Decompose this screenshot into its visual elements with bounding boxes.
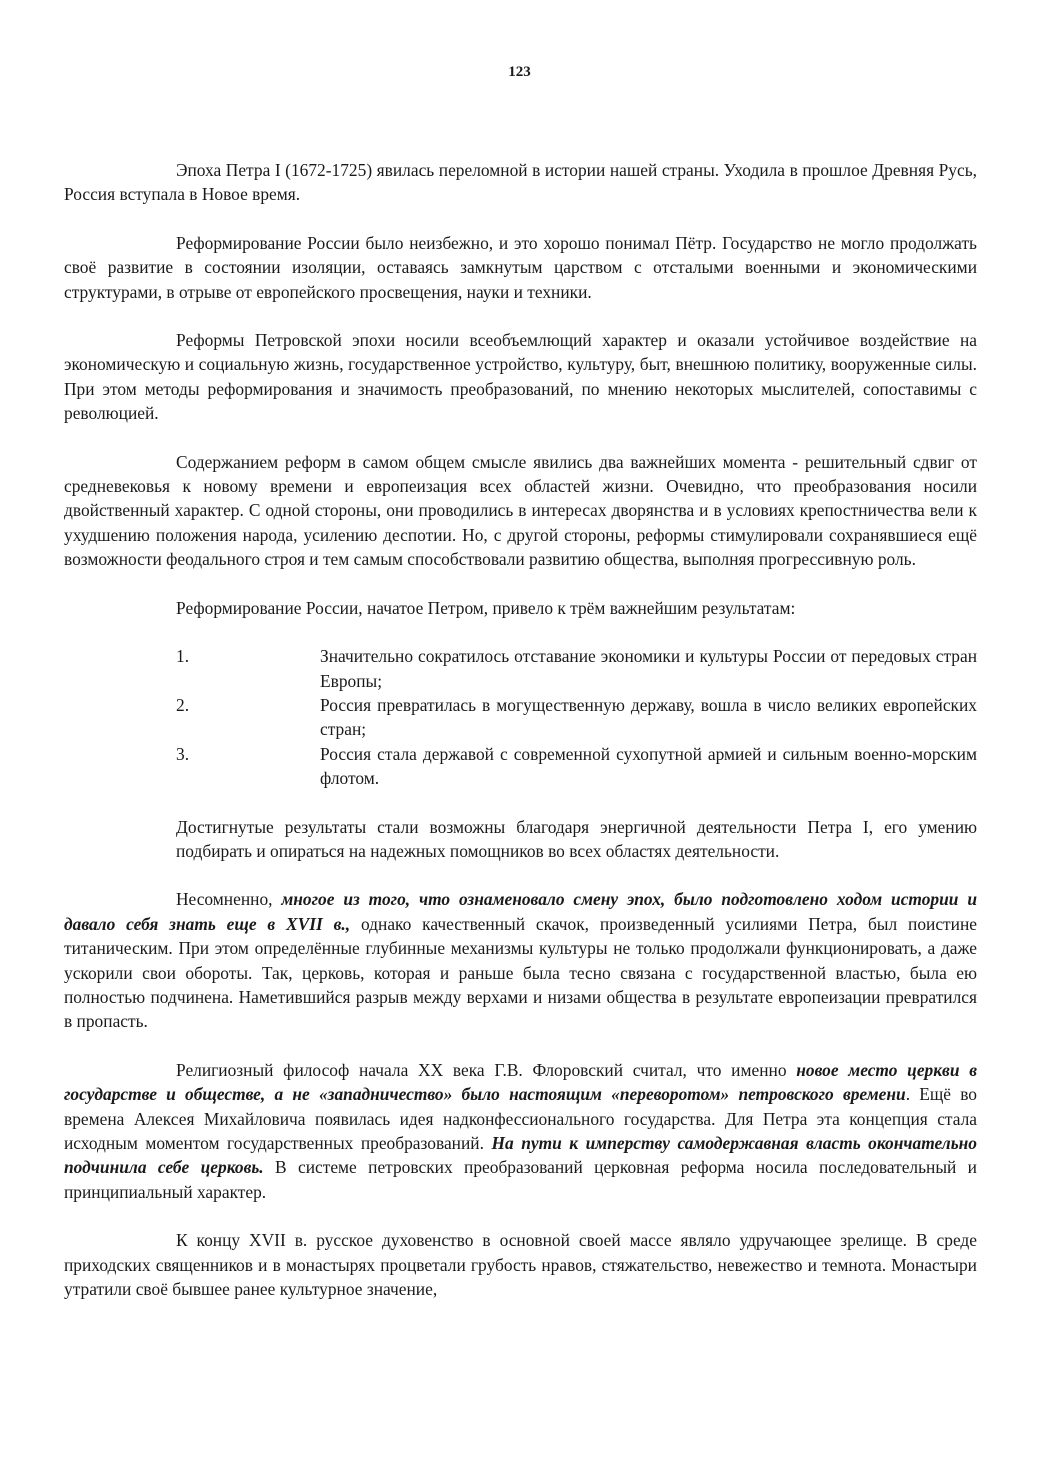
list-item-text: Россия превратилась в могущественную державу, вошла в число великих европейских стран; bbox=[320, 694, 977, 740]
list-item bbox=[176, 742, 977, 791]
list-item-number: 1. bbox=[176, 646, 190, 667]
text-run: . Ещё во времена Алексея Михайловича появилась идея надконфессионального государства. Для Петра эта концепция стала исходным моментом государственных преобразований. bbox=[64, 1084, 977, 1153]
paragraph-reform-scope: Реформы Петровской эпохи носили всеобъемлющий характер и оказали устойчивое воздействие на экономическую и социальную жизнь, государственное устройство, культуру, быт, внешнюю политику, вооруженные силы. При этом методы реформирования и значимость преобразований, по мнению некоторых мыслителей, сопоставимы с революцией. bbox=[64, 330, 977, 424]
emphasis-text: На пути к имперству самодержавная власть окончательно подчинила себе церковь. bbox=[64, 1133, 977, 1178]
document-body bbox=[64, 158, 977, 1301]
page-number: 123 bbox=[508, 64, 531, 80]
paragraph-undoubtedly bbox=[64, 887, 977, 1033]
list-item-number: 2. bbox=[176, 694, 190, 715]
list-item bbox=[176, 693, 977, 742]
paragraph-reform-inevitable: Реформирование России было неизбежно, и это хорошо понимал Пётр. Государство не могло продолжать своё развитие в состоянии изоляции, оставаясь замкнутым царством с отсталыми военными и экономическими структурами, в отрыве от европейского просвещения, науки и техники. bbox=[64, 232, 977, 302]
paragraph-clergy: К концу XVII в. русское духовенство в основной своей массе являло удручающее зрелище. В среде приходских священников и в монастырях процветали грубость нравов, стяжательство, невежество и темнота. Монастыри утратили своё бывшее ранее культурное значение, bbox=[64, 1230, 977, 1300]
emphasis-text: многое из того, что ознаменовало смену эпох, было подготовлено ходом истории и давало себя знать еще в XVII в., bbox=[64, 889, 977, 934]
paragraph-achievements: Достигнутые результаты стали возможны благодаря энергичной деятельности Петра I, его умению подбирать и опираться на надежных помощников во всех областях деятельности. bbox=[176, 816, 977, 861]
list-item-text: Значительно сократилось отставание экономики и культуры России от передовых стран Европы; bbox=[320, 646, 977, 691]
list-item-number: 3. bbox=[176, 743, 190, 764]
text-run: В системе петровских преобразований церковная реформа носила последовательный и принципиальный характер. bbox=[64, 1157, 977, 1202]
paragraph-florovsky bbox=[64, 1058, 977, 1204]
text-run: Несомненно, bbox=[176, 889, 282, 910]
results-list bbox=[64, 644, 977, 790]
text-run: Религиозный философ начала XX века Г.В. Флоровский считал, что именно bbox=[176, 1059, 797, 1080]
list-item bbox=[176, 644, 977, 693]
emphasis-text: новое место церкви в государстве и обществе, а не «западничество» было настоящим «переворотом» петровского времени bbox=[64, 1059, 978, 1105]
paragraph-peter-epoch: Эпоха Петра I (1672-1725) явилась переломной в истории нашей страны. Уходила в прошлое Древняя Русь, Россия вступала в Новое время. bbox=[64, 160, 977, 205]
paragraph-reform-content: Содержанием реформ в самом общем смысле явились два важнейших момента - решительный сдвиг от средневековья к новому времени и европеизация всех областей жизни. Очевидно, что преобразования носили двойственный характер. С одной стороны, они проводились в интересах дворянства и в условиях крепостничества вели к ухудшению положения народа, усилению деспотии. Но, с другой стороны, реформы стимулировали сохранявшиеся ещё возможности феодального строя и тем самым способствовали развитию общества, выполняя прогрессивную роль. bbox=[64, 451, 977, 570]
list-item-text: Россия стала державой с современной сухопутной армией и сильным военно-морским флотом. bbox=[320, 743, 977, 789]
text-run: однако качественный скачок, произведенный усилиями Петра, был поистине титаническим. При этом определённые глубинные механизмы культуры не только продолжали функционировать, а даже ускорили свои обороты. Так, церковь, которая и раньше была тесно связана с государственной властью, была ею полностью подчинена. Наметившийся разрыв между верхами и низами общества в результате европеизации превратился в пропасть. bbox=[64, 913, 977, 1032]
paragraph-results-intro: Реформирование России, начатое Петром, привело к трём важнейшим результатам: bbox=[176, 597, 796, 618]
